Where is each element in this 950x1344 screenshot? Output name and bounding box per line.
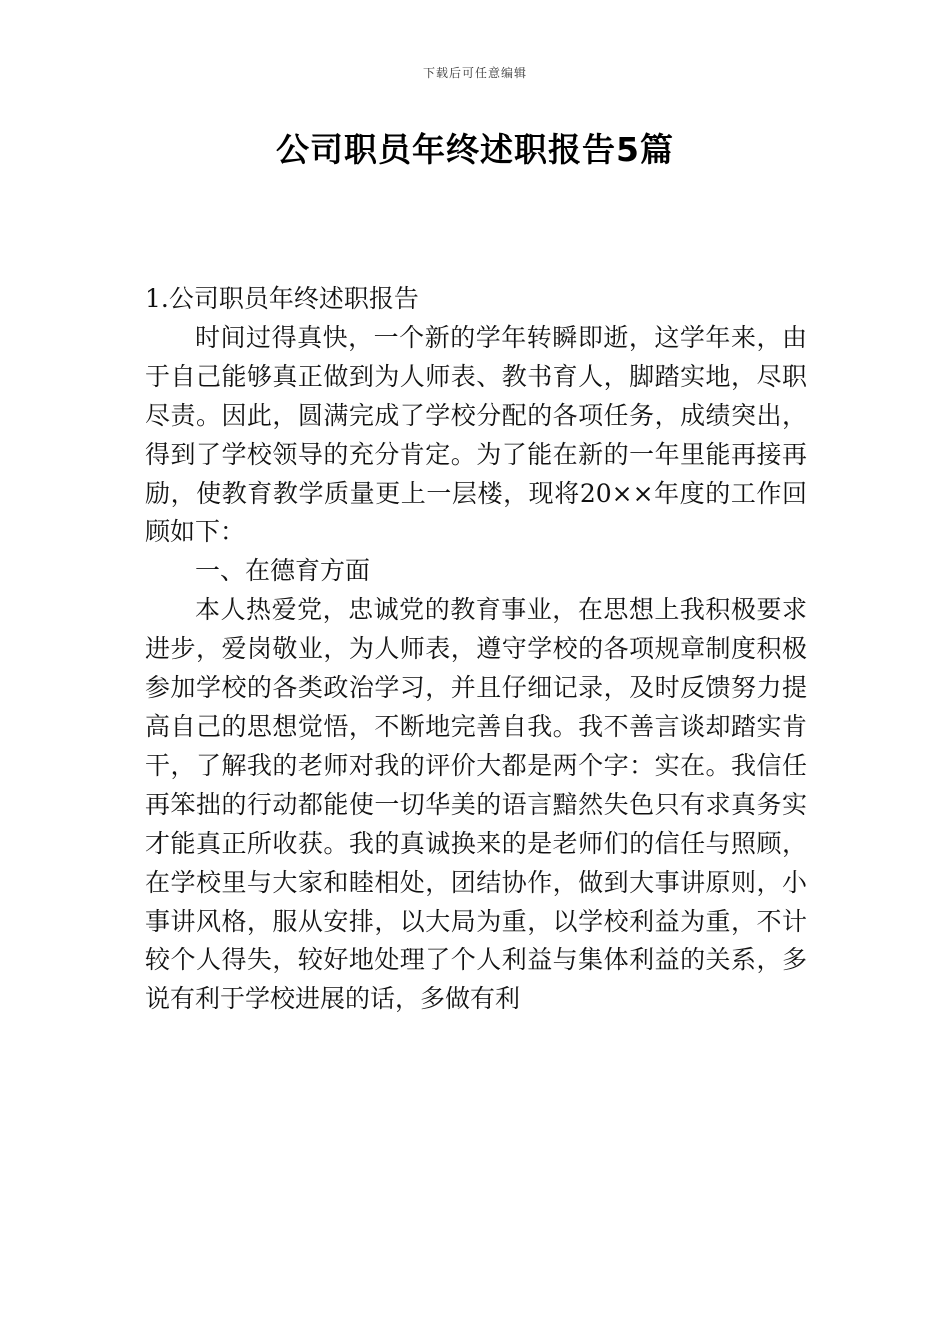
subsection-heading-moral: 一、在德育方面 [195,556,371,586]
document-title: 公司职员年终述职报告5篇 [276,130,674,169]
header-note: 下载后可任意编辑 [422,66,527,80]
paragraph-moral: 本人热爱党，忠诚党的教育事业，在思想上我积极要求进步，爱岗敬业，为人师表，遵守学校的各项规章制度积极参加学校的各类政治学习，并且仔细记录，及时反馈努力提高自己的思想觉悟，不断地完善自我。我不善言谈却踏实肯干，了解我的老师对我的评价大都是两个字：实在。我信任再笨拙的行动都能使一切华美的语言黯然失色只有求真务实才能真正所收获。我的真诚换来的是老师们的信任与照顾，在学校里与大家和睦相处，团结协作，做到大事讲原则，小事讲风格，服从安排，以大局为重，以学校利益为重，不计较个人得失，较好地处理了个人利益与集体利益的关系，多说有利于学校进展的话，多做有利 [145,595,807,1014]
paragraph-intro: 时间过得真快，一个新的学年转瞬即逝，这学年来，由于自己能够真正做到为人师表、教书育人，脚踏实地，尽职尽责。因此，圆满完成了学校分配的各项任务，成绩突出，得到了学校领导的充分肯定。为了能在新的一年里能再接再励，使教育教学质量更上一层楼，现将20××年度的工作回顾如下： [145,322,807,547]
section-heading: 1.公司职员年终述职报告 [145,284,419,313]
document-body [145,280,807,1019]
